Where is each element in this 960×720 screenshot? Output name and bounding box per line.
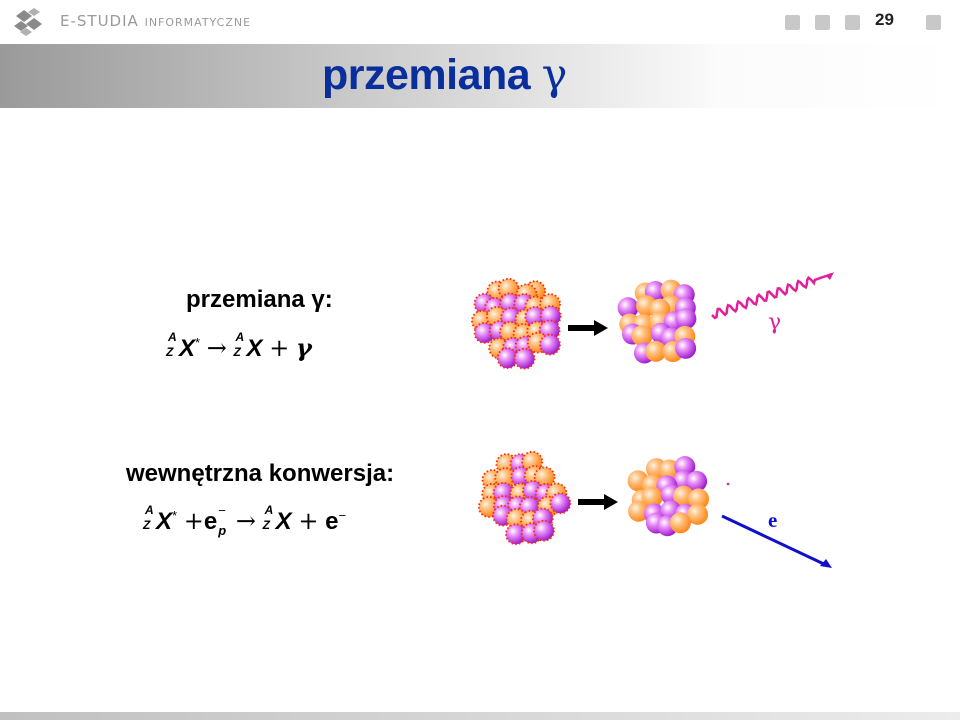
excited-star: * [195,335,201,350]
nuclide-symbol: X [179,335,196,362]
nuclide-symbol: X [156,508,173,535]
gamma-symbol: γ [296,333,312,362]
dot-icon [727,483,730,486]
plus: + [298,507,319,535]
nucleus-icon [628,456,709,536]
nuclide-prefix: A Z [233,330,245,359]
arrow: → [206,334,227,362]
gamma-ray-label: γ [768,310,782,335]
electron-label: e [768,508,778,532]
footer-line [0,712,960,720]
minus-sup: − [338,508,347,523]
brand-main: E-STUDIA [60,12,139,30]
plus: + [269,334,290,362]
minus-sup: − [218,503,226,518]
electron-symbol: e [203,508,218,535]
page-number: 29 [875,10,894,29]
excited-nucleus-icon [479,452,571,544]
nuclide-prefix: A Z [262,503,274,532]
arrow-icon [578,494,618,510]
brand-sub: INFORMATYCZNE [144,16,252,29]
arrow: → [235,507,256,535]
gamma-decay-label: przemiana γ: [186,286,333,313]
plus: + [183,507,204,535]
p-sub: p [218,523,227,538]
internal-conversion-label: wewnętrzna konwersja: [126,460,395,487]
title-text: przemiana [322,51,542,99]
nuclide-symbol: X [246,335,263,362]
excited-nucleus-icon [472,279,561,369]
nucleus-icon [618,280,697,364]
nuclide-symbol: X [275,508,292,535]
gamma-ray-arrowhead [826,272,834,280]
nuclide-prefix: A Z [166,330,177,359]
arrow-icon [568,320,608,336]
title-gamma: γ [541,50,567,100]
nuclide-prefix: A Z [143,503,154,532]
excited-star: * [172,508,178,523]
electron-symbol: e [325,508,339,535]
